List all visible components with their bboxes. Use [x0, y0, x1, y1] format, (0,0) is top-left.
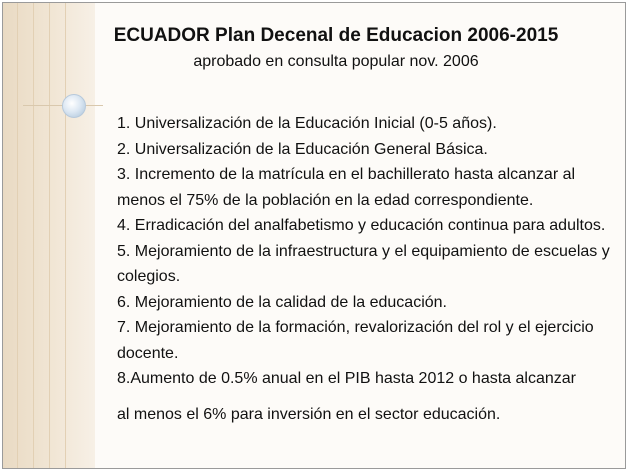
item-number: 7.	[117, 319, 131, 336]
item-text-continuation: al menos el 6% para inversión en el sector educación.	[117, 405, 501, 423]
item-text: Universalización de la Educación General Básica.	[134, 140, 488, 158]
band-stripe	[17, 3, 18, 468]
list-item	[117, 137, 623, 163]
item-text: Incremento de la matrícula en el bachillerato hasta alcanzar al menos el 75% de la población en la edad correspondiente.	[117, 166, 576, 209]
decorative-side-band	[3, 3, 95, 468]
item-text: Universalización de la Educación Inicial (0-5 años).	[134, 115, 497, 132]
item-text: Aumento de 0.5% anual en el PIB hasta 2012 o hasta alcanzar	[130, 370, 576, 387]
item-text: Erradicación del analfabetismo y educación continua para adultos.	[134, 217, 606, 234]
item-number: 1.	[117, 115, 131, 132]
list-item	[117, 213, 623, 239]
list-item	[117, 290, 623, 316]
slide-title: ECUADOR Plan Decenal de Educacion 2006-2015	[113, 25, 559, 46]
band-stripe	[65, 3, 66, 468]
list-item	[117, 162, 623, 213]
item-number: 5.	[117, 242, 131, 260]
item-text: Mejoramiento de la formación, revalorización del rol y el ejercicio docente.	[117, 319, 594, 362]
item-number: 8.	[117, 370, 131, 387]
item-text: Mejoramiento de la calidad de la educación.	[134, 293, 447, 311]
slide	[2, 2, 626, 469]
band-stripe	[33, 3, 34, 468]
decorative-circle-icon	[62, 94, 86, 118]
list-item	[117, 239, 623, 290]
list-item	[117, 111, 623, 137]
slide-subtitle: aprobado en consulta popular nov. 2006	[193, 53, 479, 70]
item-number: 6.	[117, 293, 131, 311]
item-number: 4.	[117, 217, 131, 234]
list-item	[117, 315, 623, 366]
item-text: Mejoramiento de la infraestructura y el equipamiento de escuelas y colegios.	[117, 242, 610, 285]
goals-list	[117, 111, 623, 427]
band-stripe	[49, 3, 50, 468]
list-item	[117, 366, 623, 427]
item-number: 2.	[117, 140, 131, 158]
item-number: 3.	[117, 166, 131, 183]
